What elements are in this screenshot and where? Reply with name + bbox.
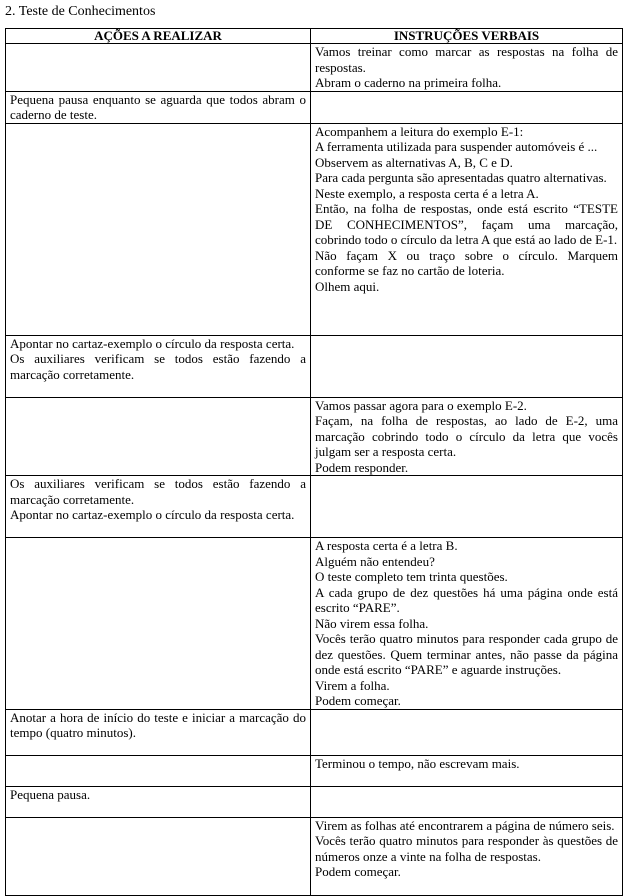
instruction-text: Alguém não entendeu?	[315, 553, 435, 569]
action-cell	[6, 123, 311, 335]
instruction-cell	[311, 709, 623, 755]
action-cell	[6, 91, 311, 123]
instructions-table	[5, 28, 623, 896]
action-text: Pequena pausa enquanto se aguarda que todos abram o caderno de teste.	[10, 91, 306, 122]
action-text: Os auxiliares verificam se todos estão fazendo a marcação corretamente.	[10, 476, 306, 507]
table-row	[6, 755, 623, 786]
instruction-cell	[311, 335, 623, 397]
instruction-text: A cada grupo de dez questões há uma página onde está escrito “PARE”.	[315, 584, 618, 615]
action-cell	[6, 476, 311, 538]
instruction-text: Observem as alternativas A, B, C e D.	[315, 154, 513, 170]
instruction-cell	[311, 786, 623, 817]
table-header-row	[6, 29, 623, 44]
action-text: Anotar a hora de início do teste e iniciar a marcação do tempo (quatro minutos).	[10, 709, 306, 740]
action-cell	[6, 786, 311, 817]
instruction-text: Acompanhem a leitura do exemplo E-1:	[315, 123, 524, 139]
instruction-text: Olhem aqui.	[315, 278, 380, 294]
table-row	[6, 709, 623, 755]
action-cell	[6, 44, 311, 92]
instruction-text: Terminou o tempo, não escrevam mais.	[315, 755, 520, 771]
instruction-text: Para cada pergunta são apresentadas quatro alternativas.	[315, 170, 607, 185]
header-actions: AÇÕES A REALIZAR	[6, 29, 311, 44]
table-row	[6, 476, 623, 538]
instruction-text: Vocês terão quatro minutos para responder cada grupo de dez questões. Quem terminar antes, não passe da página onde está escrito “PARE” e aguarde instruções.	[315, 631, 618, 677]
instruction-text: Vamos passar agora para o exemplo E-2.	[315, 397, 527, 413]
instruction-cell	[311, 44, 623, 92]
instruction-text: Então, na folha de respostas, onde está escrito “TESTE DE CONHECIMENTOS”, façam uma marcação, cobrindo todo o círculo da letra A que está ao lado de E-1.	[315, 201, 618, 247]
table-row	[6, 335, 623, 397]
instruction-text: A resposta certa é a letra B.	[315, 538, 458, 553]
table-row	[6, 397, 623, 476]
instruction-text: A ferramenta utilizada para suspender automóveis é ...	[315, 139, 598, 154]
instruction-text: Abram o caderno na primeira folha.	[315, 75, 502, 90]
instruction-cell	[311, 91, 623, 123]
instruction-cell	[311, 755, 623, 786]
instruction-cell	[311, 538, 623, 710]
action-text: Pequena pausa.	[10, 786, 91, 802]
table-row	[6, 123, 623, 335]
table-row	[6, 786, 623, 817]
instruction-text: Vamos treinar como marcar as respostas na folha de respostas.	[315, 44, 618, 75]
instruction-cell	[311, 397, 623, 476]
action-cell	[6, 709, 311, 755]
instruction-text: O teste completo tem trinta questões.	[315, 569, 508, 584]
instruction-text: Virem a folha.	[315, 677, 390, 693]
instruction-text: Podem começar.	[315, 864, 401, 879]
instruction-text: Podem responder.	[315, 459, 409, 475]
instruction-text: Não façam X ou traço sobre o círculo. Marquem conforme se faz no cartão de loteria.	[315, 247, 618, 278]
table-row	[6, 44, 623, 92]
instruction-text: Podem começar.	[315, 693, 401, 708]
action-cell	[6, 397, 311, 476]
action-text: Apontar no cartaz-exemplo o círculo da resposta certa.	[10, 335, 295, 351]
instruction-cell	[311, 476, 623, 538]
action-cell	[6, 538, 311, 710]
section-title: 2. Teste de Conhecimentos	[5, 4, 156, 19]
action-cell	[6, 335, 311, 397]
header-instructions: INSTRUÇÕES VERBAIS	[311, 29, 623, 44]
action-text: Apontar no cartaz-exemplo o círculo da resposta certa.	[10, 507, 295, 522]
instruction-cell	[311, 817, 623, 895]
table-body	[6, 44, 623, 896]
instruction-text: Façam, na folha de respostas, ao lado de E-2, uma marcação cobrindo todo o círculo da letra que vocês julgam ser a resposta certa.	[315, 413, 618, 459]
action-cell	[6, 755, 311, 786]
instruction-text: Vocês terão quatro minutos para responder às questões de números onze a vinte na folha de respostas.	[315, 833, 618, 864]
table-row	[6, 817, 623, 895]
table-row	[6, 538, 623, 710]
instruction-text: Neste exemplo, a resposta certa é a letra A.	[315, 185, 539, 201]
instruction-cell	[311, 123, 623, 335]
table-row	[6, 91, 623, 123]
instruction-text: Virem as folhas até encontrarem a página de número seis.	[315, 817, 615, 833]
instruction-text: Não virem essa folha.	[315, 615, 429, 631]
action-cell	[6, 817, 311, 895]
action-text: Os auxiliares verificam se todos estão fazendo a marcação corretamente.	[10, 351, 306, 382]
